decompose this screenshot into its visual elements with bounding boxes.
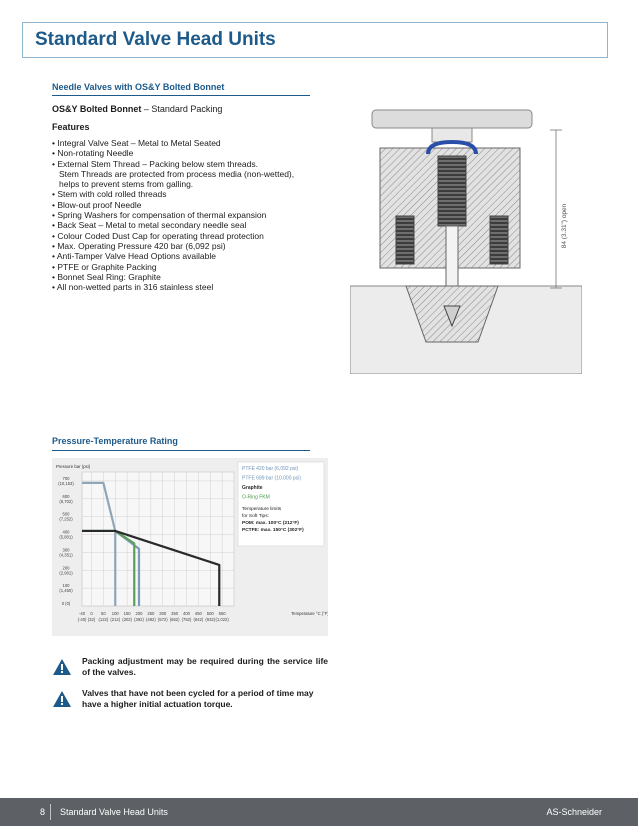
product-packing: – Standard Packing (141, 104, 223, 114)
feature-item: • Stem with cold rolled threads (52, 189, 167, 200)
warning-packing (52, 656, 330, 682)
x-tick-label: 250 (147, 611, 155, 616)
x-tick-sublabel: (662) (169, 617, 180, 622)
y-tick-label: 700 (62, 475, 70, 481)
feature-item: helps to prevent stems from galling. (59, 179, 194, 190)
y-tick-label: 300 (62, 547, 70, 553)
x-tick-label: -40 (78, 611, 86, 616)
stem-thread (438, 156, 466, 226)
x-tick-label: 150 (123, 611, 131, 616)
feature-item: • PTFE or Graphite Packing (52, 261, 157, 272)
x-axis-label: Temperature °C (°F) (291, 611, 328, 616)
y-tick-label: 200 (62, 565, 70, 571)
x-tick-label: 500 (206, 611, 214, 616)
x-tick-label: 100 (111, 611, 119, 616)
feature-item: • Back Seat – Metal to metal secondary needle seal (52, 220, 247, 231)
page-footer (0, 798, 638, 826)
y-tick-sublabel: (8,702) (59, 498, 73, 504)
title-box (22, 22, 608, 58)
feature-item: • Spring Washers for compensation of thermal expansion (52, 210, 267, 221)
feature-item: Stem Threads are protected from process media (non-wetted), (59, 168, 295, 179)
legend-item: Graphite (242, 485, 263, 491)
section-heading-needle-valves: Needle Valves with OS&Y Bolted Bonnet (52, 82, 225, 92)
x-tick-label: 200 (135, 611, 143, 616)
product-name: OS&Y Bolted Bonnet (52, 104, 142, 114)
feature-item: • External Stem Thread – Packing below stem threads. (52, 158, 258, 169)
y-tick-label: 600 (62, 493, 70, 499)
section-divider (52, 450, 310, 451)
x-tick-sublabel: (842) (193, 617, 204, 622)
handwheel (372, 110, 532, 128)
x-tick-sublabel: (212) (110, 617, 121, 622)
x-tick-sublabel: (482) (145, 617, 156, 622)
page-title: Standard Valve Head Units (35, 29, 276, 50)
y-tick-sublabel: (4,351) (59, 552, 73, 558)
y-axis-label: Pressure bar (psi) (56, 464, 91, 469)
warning-text: Packing adjustment may be required during the service life of the valves. (82, 656, 328, 677)
x-tick-label: 450 (194, 611, 202, 616)
x-tick-sublabel: (122) (98, 617, 109, 622)
x-tick-label: 300 (159, 611, 167, 616)
legend-item: PTFE 420 bar (6,092 psi) (242, 466, 299, 472)
x-tick-label: 0 (90, 611, 93, 616)
x-tick-sublabel: (1,022) (215, 617, 229, 622)
x-tick-label: 400 (183, 611, 190, 616)
feature-item: • Bonnet Seal Ring: Graphite (52, 271, 161, 282)
legend-item: O-Ring FKM (242, 494, 270, 501)
warning-icon (52, 658, 72, 676)
y-tick-sublabel: (5,801) (59, 534, 73, 540)
legend-soft-tips-line: POM: max. 100°C (212°F) (242, 521, 299, 526)
x-tick-label: 350 (171, 611, 179, 616)
x-tick-sublabel: (32) (87, 617, 96, 622)
features-heading: Features (52, 122, 90, 132)
legend-soft-tips-line: PCTFE: max. 150°C (302°F) (242, 528, 304, 533)
footer-separator (50, 804, 51, 820)
footer-title: Standard Valve Head Units (60, 807, 168, 817)
x-tick-sublabel: (392) (134, 617, 144, 622)
product-subtitle (52, 104, 222, 114)
y-tick-sublabel: (2,901) (59, 570, 73, 576)
valve-cross-section-drawing (350, 106, 582, 374)
y-tick-sublabel: (7,252) (59, 516, 73, 522)
y-tick-sublabel: (1,450) (59, 588, 73, 594)
legend-item: PTFE 689 bar (10.000 psi) (242, 475, 301, 482)
section-divider (52, 95, 310, 96)
pressure-temperature-chart-svg (52, 458, 328, 636)
legend-soft-tips-line: Temperature limits (242, 507, 282, 512)
warning-actuation (52, 688, 330, 714)
feature-item: • Integral Valve Seat – Metal to Metal Seated (52, 138, 221, 148)
x-tick-label: 550 (218, 611, 226, 616)
feature-item: • Anti-Tamper Valve Head Options available (52, 251, 216, 262)
warning-icon (52, 690, 72, 708)
feature-item: • All non-wetted parts in 316 stainless steel (52, 282, 214, 293)
legend-soft-tips-line: for Soft Tips: (242, 514, 269, 519)
x-tick-sublabel: (-40) (77, 617, 87, 622)
dimension-label: 84 (3.31") open (561, 203, 568, 249)
feature-item: • Non-rotating Needle (52, 148, 134, 159)
y-tick-label: 100 (62, 583, 70, 589)
footer-brand: AS-Schneider (546, 807, 602, 817)
feature-item: • Blow-out proof Needle (52, 199, 142, 210)
warning-text: Valves that have not been cycled for a period of time may have a higher initial actuation torque. (82, 688, 314, 709)
pressure-temperature-chart (52, 458, 328, 636)
feature-item: • Max. Operating Pressure 420 bar (6,092 psi) (52, 240, 226, 251)
y-tick-label: 400 (62, 529, 70, 535)
x-tick-sublabel: (302) (122, 617, 133, 622)
feature-item: • Colour Coded Dust Cap for operating thread protection (52, 230, 264, 241)
y-tick-label: 0 (0) (61, 601, 71, 606)
y-tick-label: 500 (62, 511, 70, 517)
x-tick-label: 50 (101, 611, 106, 616)
x-tick-sublabel: (752) (181, 617, 192, 622)
section-heading-pressure-temperature: Pressure-Temperature Rating (52, 436, 178, 446)
features-list (52, 138, 332, 292)
x-tick-sublabel: (932) (205, 617, 216, 622)
page-number: 8 (40, 807, 46, 817)
x-tick-sublabel: (572) (157, 617, 168, 622)
y-tick-sublabel: (10,153) (58, 480, 74, 486)
